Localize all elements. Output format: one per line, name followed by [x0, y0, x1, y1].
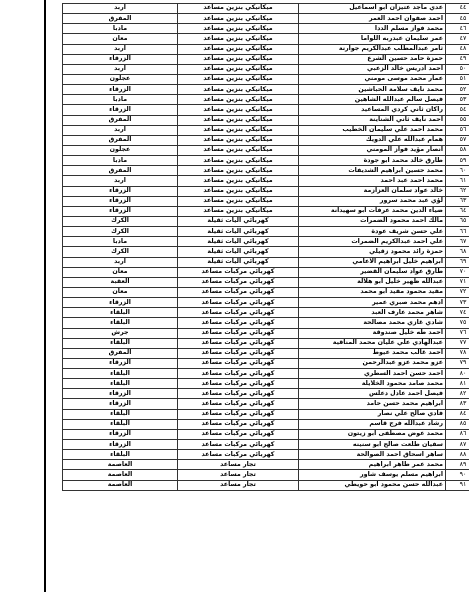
trainee-name-cell: محمد نايف سلامة الحباشين: [299, 85, 446, 95]
specialization-cell: كهربائي مركبات مساعد: [178, 369, 299, 379]
specialization-cell: ميكانيكي بنزين مساعد: [178, 135, 299, 145]
row-number-cell: ٦٧: [446, 237, 469, 247]
trainee-name-cell: لؤي عبد محمد سرور: [299, 196, 446, 206]
specialization-cell: كهربائي اليات ثقيلة: [178, 216, 299, 226]
trainee-name-cell: شاهر محمد عارف العبد: [299, 308, 446, 318]
row-number-cell: ٤٥: [446, 14, 469, 24]
governorate-cell: الزرقاء: [63, 429, 178, 439]
governorate-cell: عجلون: [63, 74, 178, 84]
row-number-cell: ٤٦: [446, 24, 469, 34]
row-number-cell: ٧٧: [446, 338, 469, 348]
table-row: [63, 4, 469, 14]
trainee-name-cell: ساهر اسحاق احمد الصوالحة: [299, 450, 446, 460]
table-row: [63, 74, 469, 84]
row-number-cell: ٦٩: [446, 257, 469, 267]
specialization-cell: ميكانيكي بنزين مساعد: [178, 145, 299, 155]
trainee-name-cell: احمد حسن احمد السطري: [299, 369, 446, 379]
table-row: [63, 237, 469, 247]
trainee-name-cell: سفيان طلعت صالح ابو سنينه: [299, 440, 446, 450]
trainee-name-cell: حمزة حامد حسين الشرع: [299, 54, 446, 64]
table-row: [63, 348, 469, 358]
row-number-cell: ٦٢: [446, 186, 469, 196]
trainee-name-cell: ادهم محمد صبري عمير: [299, 298, 446, 308]
governorate-cell: البلقاء: [63, 409, 178, 419]
row-number-cell: ٤٤: [446, 4, 469, 14]
governorate-cell: معان: [63, 34, 178, 44]
specialization-cell: ميكانيكي بنزين مساعد: [178, 115, 299, 125]
trainee-name-cell: همام عبدالله علي الدويك: [299, 135, 446, 145]
row-number-cell: ٦٠: [446, 166, 469, 176]
governorate-cell: البلقاء: [63, 419, 178, 429]
trainee-name-cell: عبدالله حسن محمود ابو حويطي: [299, 480, 446, 490]
table-row: [63, 166, 469, 176]
row-number-cell: ٨٢: [446, 389, 469, 399]
governorate-cell: الزرقاء: [63, 105, 178, 115]
specialization-cell: ميكانيكي بنزين مساعد: [178, 24, 299, 34]
trainee-name-cell: محمد صامد محمود الخلايلة: [299, 379, 446, 389]
governorate-cell: المفرق: [63, 115, 178, 125]
row-number-cell: ٨٠: [446, 369, 469, 379]
specialization-cell: ميكانيكي بنزين مساعد: [178, 125, 299, 135]
row-number-cell: ٥٣: [446, 95, 469, 105]
row-number-cell: ٤٧: [446, 34, 469, 44]
trainee-name-cell: عمار محمد موسى مومني: [299, 74, 446, 84]
specialization-cell: ميكانيكي بنزين مساعد: [178, 64, 299, 74]
specialization-cell: ميكانيكي بنزين مساعد: [178, 196, 299, 206]
governorate-cell: الزرقاء: [63, 358, 178, 368]
trainee-name-cell: مالك احمد محمود الضمرات: [299, 216, 446, 226]
specialization-cell: كهربائي مركبات مساعد: [178, 379, 299, 389]
specialization-cell: كهربائي مركبات مساعد: [178, 399, 299, 409]
specialization-cell: كهربائي مركبات مساعد: [178, 267, 299, 277]
specialization-cell: كهربائي مركبات مساعد: [178, 450, 299, 460]
governorate-cell: الزرقاء: [63, 196, 178, 206]
governorate-cell: الزرقاء: [63, 399, 178, 409]
governorate-cell: اربد: [63, 257, 178, 267]
row-number-cell: ٨٥: [446, 419, 469, 429]
table-row: [63, 206, 469, 216]
governorate-cell: الزرقاء: [63, 85, 178, 95]
governorate-cell: اربد: [63, 176, 178, 186]
table-row: [63, 24, 469, 34]
trainee-name-cell: عبدالهادي علي عليان محمد المناقية: [299, 338, 446, 348]
trainee-name-cell: ضياء الدين محمد عرفات ابو سهيدانة: [299, 206, 446, 216]
governorate-cell: الزرقاء: [63, 206, 178, 216]
row-number-cell: ٥٤: [446, 105, 469, 115]
row-number-cell: ٧٤: [446, 308, 469, 318]
specialization-cell: كهربائي مركبات مساعد: [178, 429, 299, 439]
row-number-cell: ٥٩: [446, 156, 469, 166]
trainee-name-cell: محمد احمد علي سليمان الخطيب: [299, 125, 446, 135]
specialization-cell: ميكانيكي بنزين مساعد: [178, 74, 299, 84]
trainee-name-cell: انصار مؤيد فواز المومني: [299, 145, 446, 155]
trainee-name-cell: عزو محمد عزو عبدالرحمن: [299, 358, 446, 368]
specialization-cell: ميكانيكي بنزين مساعد: [178, 95, 299, 105]
specialization-cell: ميكانيكي بنزين مساعد: [178, 176, 299, 186]
specialization-cell: كهربائي مركبات مساعد: [178, 440, 299, 450]
governorate-cell: اربد: [63, 64, 178, 74]
specialization-cell: كهربائي اليات ثقيلة: [178, 257, 299, 267]
specialization-cell: كهربائي مركبات مساعد: [178, 338, 299, 348]
table-body: [63, 4, 469, 491]
row-number-cell: ٤٨: [446, 44, 469, 54]
trainee-name-cell: محمد عمر طاهر ابراهيم: [299, 460, 446, 470]
governorate-cell: الزرقاء: [63, 186, 178, 196]
trainee-name-cell: فيصل احمد عادل دعلس: [299, 389, 446, 399]
governorate-cell: العقبة: [63, 277, 178, 287]
trainee-name-cell: احمد غالب محمد عيوط: [299, 348, 446, 358]
trainee-name-cell: احمد طه خليل صندوقة: [299, 328, 446, 338]
governorate-cell: مادبا: [63, 24, 178, 34]
row-number-cell: ٥٥: [446, 115, 469, 125]
table-row: [63, 125, 469, 135]
trainee-name-cell: مفيد محمود مفيد ابو محمد: [299, 287, 446, 297]
table-row: [63, 44, 469, 54]
table-row: [63, 115, 469, 125]
table-row: [63, 95, 469, 105]
specialization-cell: كهربائي اليات ثقيلة: [178, 227, 299, 237]
trainee-name-cell: ابراهيم مسلم يوسف شاور: [299, 470, 446, 480]
specialization-cell: كهربائي مركبات مساعد: [178, 287, 299, 297]
trainee-name-cell: عمر سليمان عبدربه اللواما: [299, 34, 446, 44]
row-number-cell: ٨٦: [446, 429, 469, 439]
trainee-name-cell: ابراهيم خليل ابراهيم الاعامي: [299, 257, 446, 267]
trainee-name-cell: طارق خالد محمد ابو جودة: [299, 156, 446, 166]
specialization-cell: كهربائي مركبات مساعد: [178, 409, 299, 419]
governorate-cell: اربد: [63, 44, 178, 54]
row-number-cell: ٧١: [446, 277, 469, 287]
table-row: [63, 308, 469, 318]
governorate-cell: المفرق: [63, 135, 178, 145]
table-row: [63, 369, 469, 379]
table-row: [63, 156, 469, 166]
table-row: [63, 186, 469, 196]
specialization-cell: تجار مساعد: [178, 470, 299, 480]
row-number-cell: ٥٦: [446, 125, 469, 135]
table-row: [63, 419, 469, 429]
governorate-cell: جرش: [63, 328, 178, 338]
row-number-cell: ٨٩: [446, 460, 469, 470]
trainee-name-cell: محمد فواز مسلم الددا: [299, 24, 446, 34]
row-number-cell: ٧٠: [446, 267, 469, 277]
row-number-cell: ٦٦: [446, 227, 469, 237]
row-number-cell: ٨٤: [446, 409, 469, 419]
row-number-cell: ٧٣: [446, 298, 469, 308]
table-row: [63, 480, 469, 490]
table-row: [63, 328, 469, 338]
governorate-cell: البلقاء: [63, 450, 178, 460]
table-row: [63, 277, 469, 287]
row-number-cell: ٧٥: [446, 318, 469, 328]
governorate-cell: المفرق: [63, 14, 178, 24]
specialization-cell: ميكانيكي بنزين مساعد: [178, 186, 299, 196]
table-row: [63, 379, 469, 389]
table-row: [63, 145, 469, 155]
table-row: [63, 64, 469, 74]
governorate-cell: البلقاء: [63, 338, 178, 348]
table-row: [63, 176, 469, 186]
table-row: [63, 429, 469, 439]
row-number-cell: ٨٨: [446, 450, 469, 460]
row-number-cell: ٩٠: [446, 470, 469, 480]
table-row: [63, 470, 469, 480]
table-row: [63, 216, 469, 226]
specialization-cell: ميكانيكي بنزين مساعد: [178, 166, 299, 176]
governorate-cell: الكرك: [63, 227, 178, 237]
trainee-name-cell: محمد حسين ابراهيم الشديفات: [299, 166, 446, 176]
specialization-cell: ميكانيكي بنزين مساعد: [178, 54, 299, 64]
specialization-cell: ميكانيكي بنزين مساعد: [178, 4, 299, 14]
trainee-name-cell: احمد ادريس خالد الزعبي: [299, 64, 446, 74]
governorate-cell: المفرق: [63, 348, 178, 358]
row-number-cell: ٥١: [446, 74, 469, 84]
governorate-cell: الزرقاء: [63, 440, 178, 450]
specialization-cell: كهربائي مركبات مساعد: [178, 318, 299, 328]
table-row: [63, 450, 469, 460]
table-row: [63, 227, 469, 237]
table-row: [63, 34, 469, 44]
governorate-cell: المفرق: [63, 166, 178, 176]
trainee-name-cell: عدي ماجد عتيزان ابو اسماعيل: [299, 4, 446, 14]
table-row: [63, 318, 469, 328]
governorate-cell: اربد: [63, 125, 178, 135]
table-row: [63, 287, 469, 297]
governorate-cell: مادبا: [63, 95, 178, 105]
specialization-cell: كهربائي اليات ثقيلة: [178, 237, 299, 247]
table-row: [63, 105, 469, 115]
governorate-cell: البلقاء: [63, 308, 178, 318]
table-row: [63, 389, 469, 399]
specialization-cell: ميكانيكي بنزين مساعد: [178, 34, 299, 44]
specialization-cell: تجار مساعد: [178, 480, 299, 490]
trainee-name-cell: احمد صفوان احمد العمر: [299, 14, 446, 24]
trainee-name-cell: خالد عواد سلمان العزازمة: [299, 186, 446, 196]
governorate-cell: البلقاء: [63, 369, 178, 379]
table-row: [63, 247, 469, 257]
specialization-cell: كهربائي مركبات مساعد: [178, 277, 299, 287]
table-row: [63, 358, 469, 368]
trainee-name-cell: فيصل سالم عبدالله الشاهين: [299, 95, 446, 105]
governorate-cell: العاصمة: [63, 470, 178, 480]
table-row: [63, 54, 469, 64]
specialization-cell: ميكانيكي بنزين مساعد: [178, 85, 299, 95]
specialization-cell: كهربائي مركبات مساعد: [178, 419, 299, 429]
trainee-name-cell: طارق عواد سليمان القضير: [299, 267, 446, 277]
governorate-cell: معان: [63, 267, 178, 277]
governorate-cell: العاصمة: [63, 460, 178, 470]
row-number-cell: ٤٩: [446, 54, 469, 64]
trainee-name-cell: عبدالله ظهير خليل ابو هلالة: [299, 277, 446, 287]
row-number-cell: ٥٨: [446, 145, 469, 155]
row-number-cell: ٦٥: [446, 216, 469, 226]
governorate-cell: مادبا: [63, 156, 178, 166]
specialization-cell: ميكانيكي بنزين مساعد: [178, 14, 299, 24]
table-row: [63, 409, 469, 419]
governorate-cell: البلقاء: [63, 379, 178, 389]
specialization-cell: ميكانيكي بنزين مساعد: [178, 44, 299, 54]
specialization-cell: كهربائي مركبات مساعد: [178, 298, 299, 308]
row-number-cell: ٩١: [446, 480, 469, 490]
governorate-cell: معان: [63, 287, 178, 297]
table-row: [63, 440, 469, 450]
row-number-cell: ٦٣: [446, 196, 469, 206]
governorate-cell: البلقاء: [63, 318, 178, 328]
governorate-cell: العاصمة: [63, 480, 178, 490]
row-number-cell: ٨٣: [446, 399, 469, 409]
trainee-name-cell: محمد عوض مصطفى ابو زيتون: [299, 429, 446, 439]
specialization-cell: كهربائي اليات ثقيلة: [178, 247, 299, 257]
governorate-cell: الزرقاء: [63, 389, 178, 399]
trainee-name-cell: رشاد عبدالله فرج قاسم: [299, 419, 446, 429]
table-row: [63, 399, 469, 409]
trainee-name-cell: ابراهيم محمد حسن حامد: [299, 399, 446, 409]
trainee-name-cell: ثامر عبدالمطلب عبدالكريم جوارنة: [299, 44, 446, 54]
row-number-cell: ٦١: [446, 176, 469, 186]
specialization-cell: كهربائي مركبات مساعد: [178, 348, 299, 358]
table-row: [63, 85, 469, 95]
table-row: [63, 196, 469, 206]
governorate-cell: الكرك: [63, 247, 178, 257]
row-number-cell: ٦٤: [446, 206, 469, 216]
table-row: [63, 338, 469, 348]
row-number-cell: ٥٠: [446, 64, 469, 74]
specialization-cell: ميكانيكي بنزين مساعد: [178, 156, 299, 166]
table-row: [63, 460, 469, 470]
governorate-cell: مادبا: [63, 237, 178, 247]
specialization-cell: كهربائي مركبات مساعد: [178, 358, 299, 368]
specialization-cell: ميكانيكي بنزين مساعد: [178, 206, 299, 216]
governorate-cell: عجلون: [63, 145, 178, 155]
table-row: [63, 135, 469, 145]
trainee-name-cell: محمد احمد عبد احمد: [299, 176, 446, 186]
specialization-cell: تجار مساعد: [178, 460, 299, 470]
trainee-name-cell: احمد نايف ثاني الشناينة: [299, 115, 446, 125]
specialization-cell: كهربائي مركبات مساعد: [178, 389, 299, 399]
row-number-cell: ٧٨: [446, 348, 469, 358]
table-row: [63, 298, 469, 308]
trainee-name-cell: علي حسن شريف عودة: [299, 227, 446, 237]
governorate-cell: اربد: [63, 4, 178, 14]
trainee-name-cell: حمزة رائد محمود زقيلي: [299, 247, 446, 257]
row-number-cell: ٥٢: [446, 85, 469, 95]
specialization-cell: ميكانيكي بنزين مساعد: [178, 105, 299, 115]
row-number-cell: ٥٧: [446, 135, 469, 145]
governorate-cell: الكرك: [63, 216, 178, 226]
row-number-cell: ٧٩: [446, 358, 469, 368]
table-row: [63, 14, 469, 24]
governorate-cell: الزرقاء: [63, 298, 178, 308]
trainees-table: [62, 3, 469, 491]
trainee-name-cell: فادي صالح علي نصار: [299, 409, 446, 419]
governorate-cell: الزرقاء: [63, 54, 178, 64]
trainee-name-cell: شادي غازي محمد مصالحة: [299, 318, 446, 328]
row-number-cell: ٦٨: [446, 247, 469, 257]
table-row: [63, 267, 469, 277]
trainee-name-cell: علي احمد عبدالكريم الضمرات: [299, 237, 446, 247]
trainee-name-cell: راكان ثاني كردي المساعيد: [299, 105, 446, 115]
row-number-cell: ٨١: [446, 379, 469, 389]
row-number-cell: ٧٢: [446, 287, 469, 297]
row-number-cell: ٨٧: [446, 440, 469, 450]
table-row: [63, 257, 469, 267]
specialization-cell: كهربائي مركبات مساعد: [178, 308, 299, 318]
row-number-cell: ٧٦: [446, 328, 469, 338]
specialization-cell: كهربائي مركبات مساعد: [178, 328, 299, 338]
